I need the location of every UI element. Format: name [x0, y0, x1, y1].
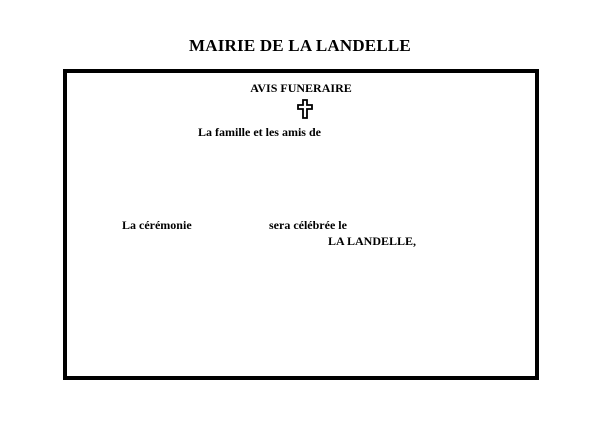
notice-frame [63, 69, 539, 380]
celebrated-label: sera célébrée le [269, 218, 347, 232]
cross-icon [296, 99, 314, 119]
family-line: La famille et les amis de [198, 125, 321, 139]
page-title: MAIRIE DE LA LANDELLE [189, 36, 411, 55]
place-name: LA LANDELLE, [328, 234, 417, 248]
ceremony-label: La cérémonie [122, 218, 192, 232]
notice-heading: AVIS FUNERAIRE [250, 81, 352, 95]
